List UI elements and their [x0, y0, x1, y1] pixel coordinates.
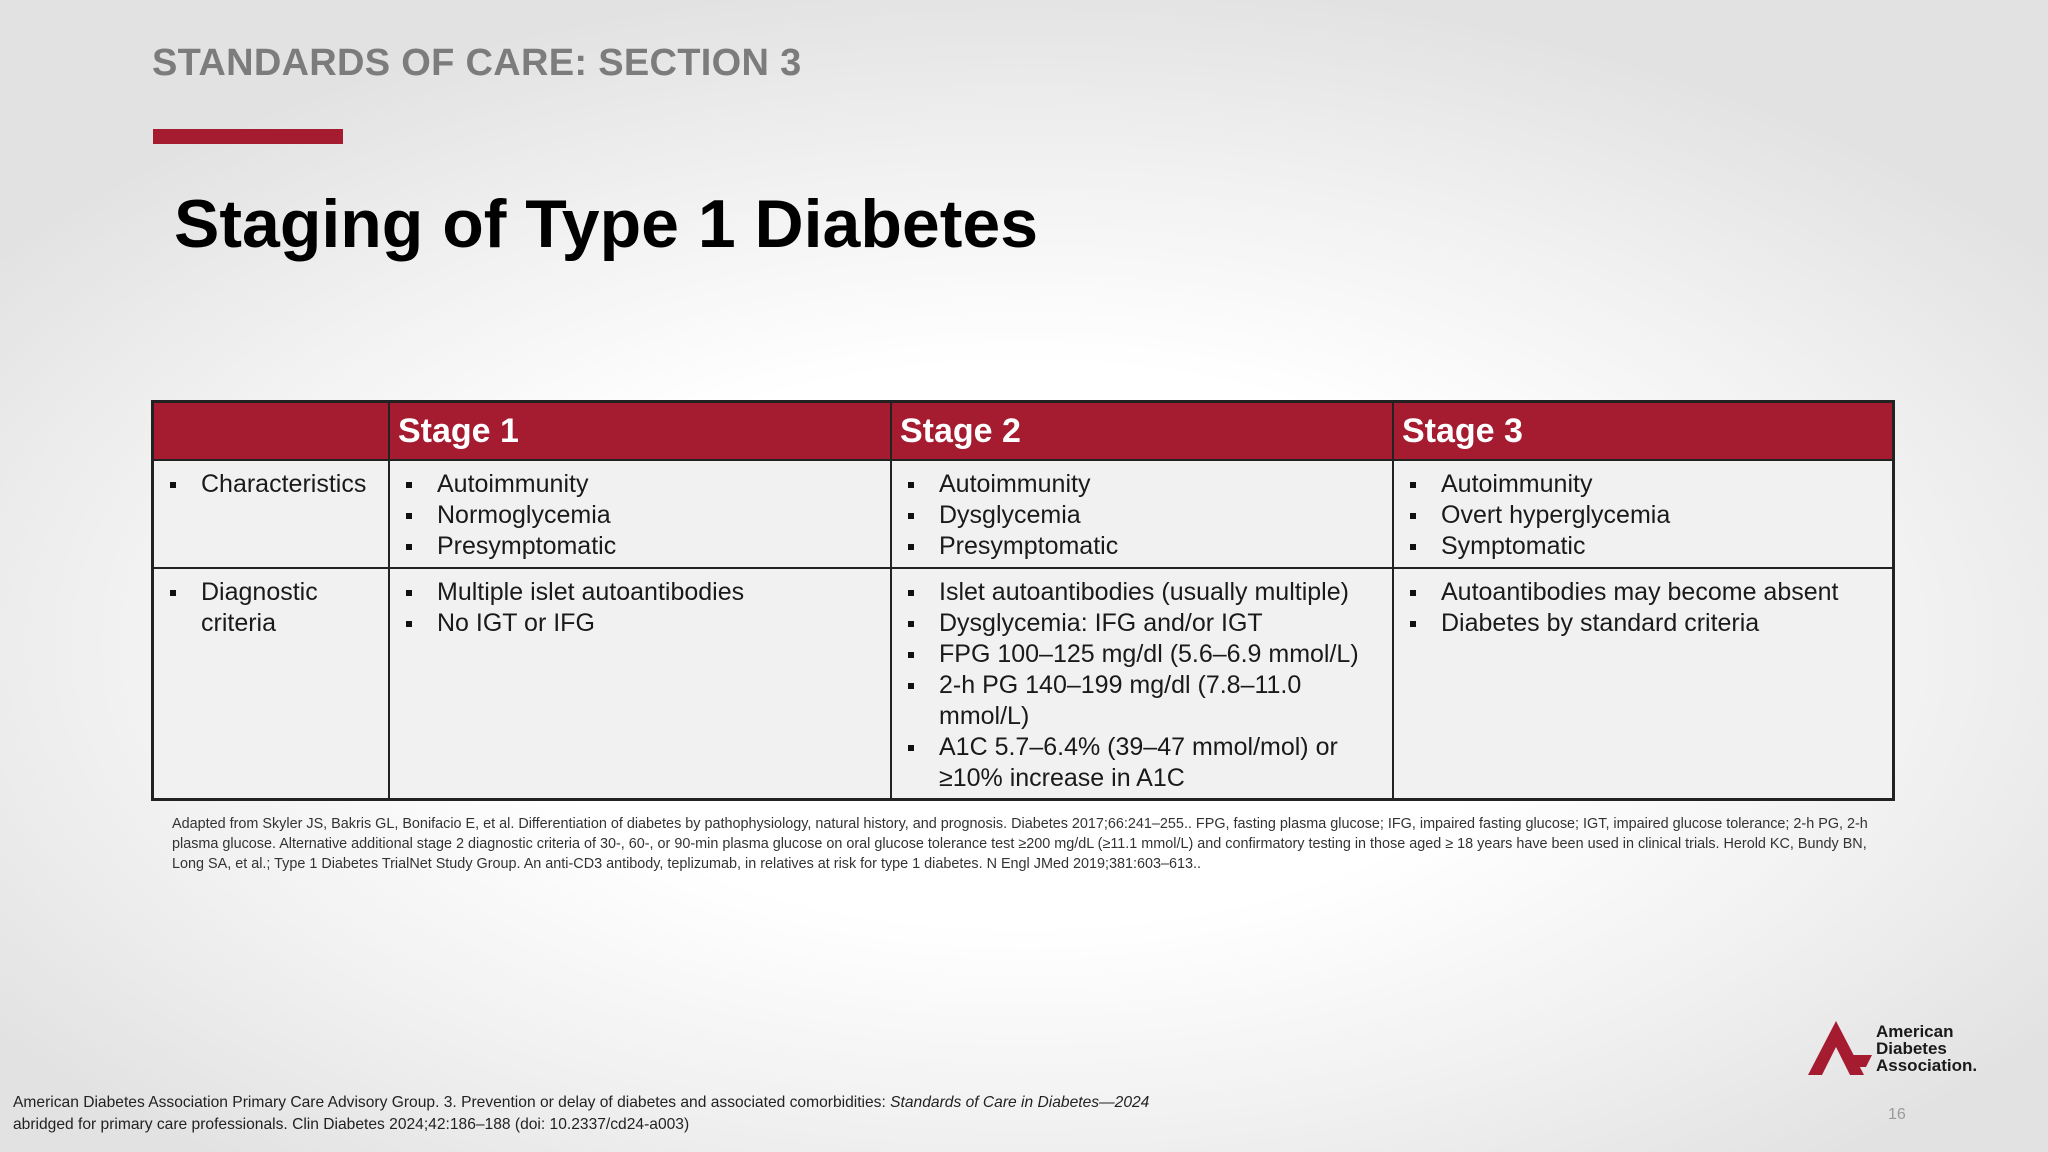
list-item: Autoimmunity [1402, 469, 1886, 500]
row-label: Diagnostic criteria [162, 577, 382, 639]
table-footnote: Adapted from Skyler JS, Bakris GL, Bonifacio E, et al. Differentiation of diabetes by pathophysiology, natural history, and prognosis. Diabetes 2017;66:241–255.. FPG, fasting plasma glucose; IFG, impaired fasting glucose; IGT, impaired glucose tolerance; 2-h PG, 2-h plasma glucose. Alternative additional stage 2 diagnostic criteria of 30-, 60-, or 90-min plasma glucose on oral glucose tolerance test ≥200 mg/dL (≥11.1 mmol/L) and confirmatory testing in those aged ≥ 18 years have been used in clinical trials. Herold KC, Bundy BN, Long SA, et al.; Type 1 Diabetes TrialNet Study Group. An anti-CD3 antibody, teplizumab, in relatives at risk for type 1 diabetes. N Engl JMed 2019;381:603–613.. [172, 816, 1868, 872]
source-citation [13, 1092, 1183, 1136]
list-item: Autoimmunity [398, 469, 884, 500]
list-item: No IGT or IFG [398, 608, 884, 639]
ada-logo-text [1876, 1023, 1977, 1074]
list-item: FPG 100–125 mg/dl (5.6–6.9 mmol/L) [900, 639, 1386, 670]
table-header-stage-2: Stage 2 [892, 403, 1394, 461]
cell-diagnostic-stage-2 [892, 569, 1394, 798]
list-item: A1C 5.7–6.4% (39–47 mmol/mol) or ≥10% increase in A1C [900, 732, 1386, 794]
citation-text-end: abridged for primary care professionals. Clin Diabetes 2024;42:186–188 (doi: 10.2337/cd24-a003) [13, 1116, 690, 1133]
list-item: Islet autoantibodies (usually multiple) [900, 577, 1386, 608]
list-item: 2-h PG 140–199 mg/dl (7.8–11.0 mmol/L) [900, 670, 1386, 732]
ada-logo [1808, 1021, 1996, 1075]
list-item: Multiple islet autoantibodies [398, 577, 884, 608]
staging-table [151, 400, 1895, 801]
list-item: Dysglycemia [900, 500, 1386, 531]
accent-bar [153, 129, 343, 144]
cell-characteristics-stage-3 [1394, 461, 1892, 569]
list-item: Dysglycemia: IFG and/or IGT [900, 608, 1386, 639]
row-label-characteristics [154, 461, 390, 569]
slide-title: Staging of Type 1 Diabetes [174, 186, 1039, 262]
list-item: Normoglycemia [398, 500, 884, 531]
citation-italic-title: Standards of Care in Diabetes—2024 [890, 1094, 1150, 1111]
section-label: STANDARDS OF CARE: SECTION 3 [152, 42, 802, 84]
table-header-blank [154, 403, 390, 461]
row-label: Characteristics [162, 469, 382, 500]
logo-line: Diabetes [1876, 1039, 1947, 1058]
ada-triangle-icon [1808, 1021, 1872, 1075]
table-header-stage-3: Stage 3 [1394, 403, 1892, 461]
list-item: Presymptomatic [900, 531, 1386, 562]
table-header-stage-1: Stage 1 [390, 403, 892, 461]
cell-diagnostic-stage-1 [390, 569, 892, 798]
list-item: Autoantibodies may become absent [1402, 577, 1886, 608]
cell-characteristics-stage-1 [390, 461, 892, 569]
logo-line: American [1876, 1022, 1954, 1041]
list-item: Presymptomatic [398, 531, 884, 562]
cell-characteristics-stage-2 [892, 461, 1394, 569]
page-number: 16 [1888, 1106, 1906, 1123]
cell-diagnostic-stage-3 [1394, 569, 1892, 798]
row-label-diagnostic-criteria [154, 569, 390, 798]
list-item: Autoimmunity [900, 469, 1386, 500]
list-item: Symptomatic [1402, 531, 1886, 562]
list-item: Overt hyperglycemia [1402, 500, 1886, 531]
citation-text: American Diabetes Association Primary Care Advisory Group. 3. Prevention or delay of diabetes and associated comorbidities: [13, 1094, 891, 1111]
list-item: Diabetes by standard criteria [1402, 608, 1886, 639]
logo-line: Association. [1876, 1056, 1978, 1075]
